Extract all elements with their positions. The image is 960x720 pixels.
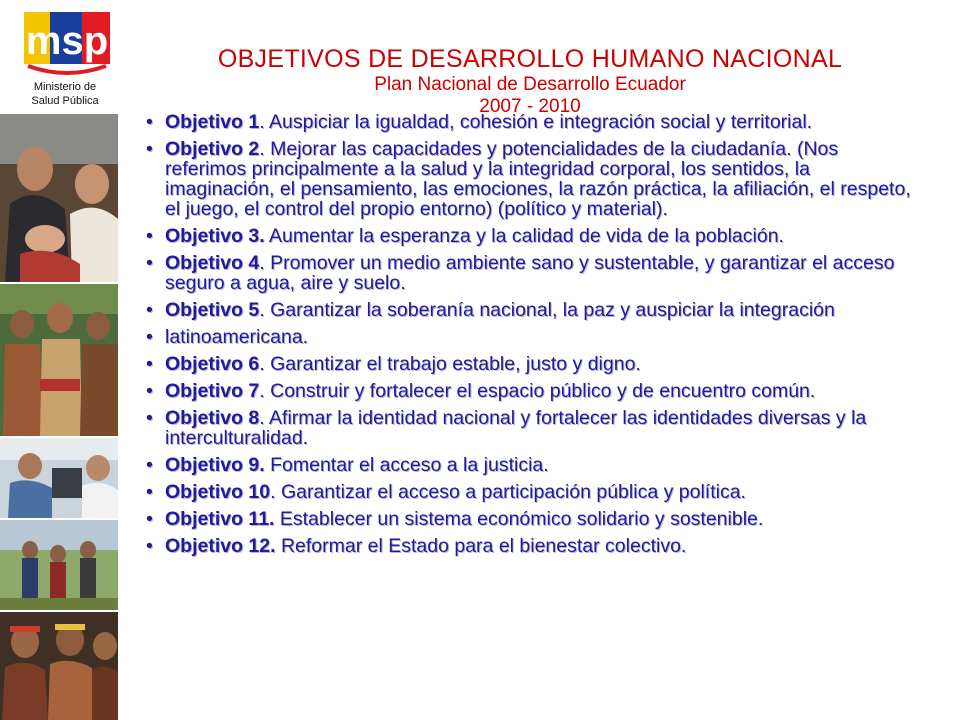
logo-letters: msp bbox=[25, 19, 109, 63]
bullet: • bbox=[146, 508, 153, 530]
objective-label: Objetivo 7 bbox=[165, 380, 260, 402]
objective-item bbox=[120, 139, 920, 219]
objective-label: Objetivo 5 bbox=[165, 299, 260, 321]
objective-label: Objetivo 8 bbox=[165, 407, 260, 429]
bullet: • bbox=[146, 454, 153, 476]
bullet: • bbox=[146, 299, 153, 321]
objective-item bbox=[120, 354, 920, 374]
objective-item bbox=[120, 112, 920, 132]
objective-item bbox=[120, 226, 920, 246]
objective-text: . Garantizar la soberanía nacional, la paz y auspiciar la integración bbox=[259, 299, 835, 321]
objective-label: Objetivo 12. bbox=[165, 535, 276, 557]
slide-title bbox=[140, 44, 920, 118]
objective-text: . Auspiciar la igualdad, cohesión e integración social y territorial. bbox=[259, 111, 813, 133]
objective-label: Objetivo 4 bbox=[165, 252, 260, 274]
logo-caption-line1: Ministerio de bbox=[33, 81, 97, 93]
bullet: • bbox=[146, 138, 153, 160]
photo-eye-exam bbox=[0, 438, 118, 518]
bullet: • bbox=[146, 252, 153, 274]
bullet: • bbox=[146, 481, 153, 503]
objective-text: Fomentar el acceso a la justicia. bbox=[264, 454, 549, 476]
objective-text: Reformar el Estado para el bienestar colectivo. bbox=[275, 535, 687, 557]
msp-emblem bbox=[20, 4, 114, 76]
bullet: • bbox=[146, 353, 153, 375]
objective-label: Objetivo 1 bbox=[165, 111, 260, 133]
photo-collage bbox=[0, 114, 118, 720]
objective-text: . Afirmar la identidad nacional y fortalecer las identidades diversas y la interculturalidad. bbox=[165, 407, 867, 449]
photo-community-children bbox=[0, 284, 118, 436]
objective-text: . Promover un medio ambiente sano y sustentable, y garantizar el acceso seguro a agua, aire y suelo. bbox=[165, 252, 895, 294]
objective-text: . Construir y fortalecer el espacio público y de encuentro común. bbox=[259, 380, 816, 402]
logo-caption bbox=[10, 80, 120, 108]
objective-item bbox=[120, 327, 920, 347]
objective-label: Objetivo 3. bbox=[165, 225, 265, 247]
years: 2007 - 2010 bbox=[479, 96, 581, 117]
objective-text: . Garantizar el acceso a participación pública y política. bbox=[270, 481, 746, 503]
objective-item bbox=[120, 408, 920, 448]
bullet: • bbox=[146, 111, 153, 133]
main-title: OBJETIVOS DE DESARROLLO HUMANO NACIONAL bbox=[217, 45, 843, 73]
objective-label: Objetivo 11. bbox=[165, 508, 275, 530]
objective-text: latinoamericana. bbox=[165, 326, 309, 348]
objective-text: . Garantizar el trabajo estable, justo y digno. bbox=[259, 353, 641, 375]
bullet: • bbox=[146, 326, 153, 348]
bullet: • bbox=[146, 380, 153, 402]
bullet: • bbox=[146, 535, 153, 557]
bullet: • bbox=[146, 407, 153, 429]
objective-item bbox=[120, 509, 920, 529]
objectives-content bbox=[120, 112, 920, 563]
objective-text: . Mejorar las capacidades y potencialidades de la ciudadanía. (Nos referimos principalmente a la salud y la integridad corporal, los sentidos, la imaginación, el pensamiento, las emociones, la razón práctica, la afiliación, el respeto, el juego, el control del propio entorno) (político y material). bbox=[165, 138, 911, 220]
objective-label: Objetivo 6 bbox=[165, 353, 260, 375]
bullet: • bbox=[146, 225, 153, 247]
objective-text: Establecer un sistema económico solidario y sostenible. bbox=[274, 508, 764, 530]
photo-indigenous-group bbox=[0, 612, 118, 720]
ministry-logo bbox=[10, 4, 120, 122]
objective-item bbox=[120, 455, 920, 475]
photo-health-worker bbox=[0, 114, 118, 282]
objective-item bbox=[120, 536, 920, 556]
photo-rural-family bbox=[0, 520, 118, 610]
subtitle: Plan Nacional de Desarrollo Ecuador bbox=[374, 74, 686, 95]
logo-caption-line2: Salud Pública bbox=[31, 95, 99, 107]
objective-item bbox=[120, 482, 920, 502]
objective-item bbox=[120, 300, 920, 320]
objective-item bbox=[120, 381, 920, 401]
objective-label: Objetivo 10 bbox=[165, 481, 271, 503]
objectives-list bbox=[120, 112, 920, 556]
objective-text: Aumentar la esperanza y la calidad de vida de la población. bbox=[264, 225, 784, 247]
objective-item bbox=[120, 253, 920, 293]
objective-label: Objetivo 2 bbox=[165, 138, 260, 160]
objective-label: Objetivo 9. bbox=[165, 454, 265, 476]
